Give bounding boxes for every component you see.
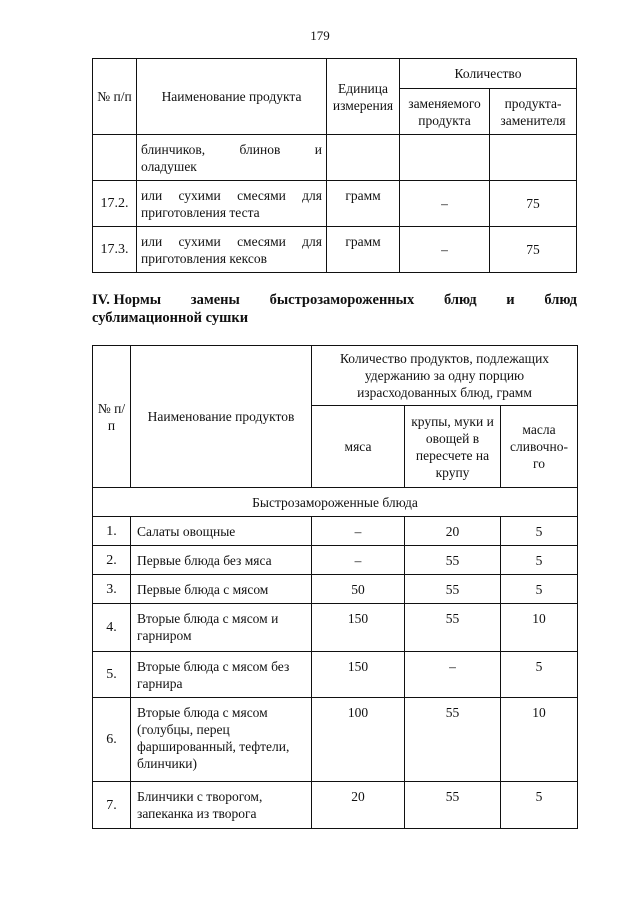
row-grain: 55 xyxy=(405,575,501,604)
row-name-line: приготовления теста xyxy=(141,205,260,220)
section-title-word: IV. Нормы xyxy=(92,292,162,308)
section-title-line2: сублимационной сушки xyxy=(92,310,249,326)
row-name xyxy=(137,135,327,181)
row-meat: – xyxy=(312,517,405,546)
header-unit: Единица измерения xyxy=(327,59,400,135)
row-name-line: приготовления кексов xyxy=(141,251,267,266)
header-meat: мяса xyxy=(312,406,405,488)
section-title-word: блюд xyxy=(443,292,477,308)
table-row xyxy=(93,181,577,227)
row-num: 2. xyxy=(93,546,131,575)
row-replaced: – xyxy=(400,181,490,227)
row-num: 4. xyxy=(93,604,131,652)
section-title xyxy=(92,291,577,327)
header-retained-quantity: Количество продуктов, подлежащих удержанию за одну порцию израсходованных блюд, грамм xyxy=(312,346,578,406)
row-num: 7. xyxy=(93,782,131,829)
table-row xyxy=(93,782,578,829)
page-number: 179 xyxy=(310,28,330,43)
row-butter: 5 xyxy=(501,652,578,698)
row-num: 1. xyxy=(93,517,131,546)
row-grain: 55 xyxy=(405,604,501,652)
header-substitute: продукта-заменителя xyxy=(490,89,577,135)
row-replaced: – xyxy=(400,227,490,273)
row-meat: 50 xyxy=(312,575,405,604)
row-name xyxy=(137,181,327,227)
row-butter: 10 xyxy=(501,698,578,782)
row-meat: – xyxy=(312,546,405,575)
row-name: Вторые блюда с мясом (голубцы, перец фаршированный, тефтели, блинчики) xyxy=(131,698,312,782)
table-row xyxy=(93,135,577,181)
frozen-dishes-table xyxy=(92,345,578,829)
row-name: Вторые блюда с мясом без гарнира xyxy=(131,652,312,698)
section-title-word: блюд xyxy=(544,292,577,308)
table-row xyxy=(93,604,578,652)
row-num xyxy=(93,135,137,181)
row-butter: 5 xyxy=(501,546,578,575)
row-grain: – xyxy=(405,652,501,698)
row-butter: 5 xyxy=(501,575,578,604)
header-grain: крупы, муки и овощей в пересчете на крупу xyxy=(405,406,501,488)
row-butter: 10 xyxy=(501,604,578,652)
row-num: 17.3. xyxy=(93,227,137,273)
row-substitute: 75 xyxy=(490,227,577,273)
table-row xyxy=(93,698,578,782)
row-substitute: 75 xyxy=(490,181,577,227)
table-row xyxy=(93,227,577,273)
row-meat: 100 xyxy=(312,698,405,782)
section-title-line1 xyxy=(92,291,577,309)
row-unit: грамм xyxy=(327,181,400,227)
header-num: № п/п xyxy=(93,346,131,488)
row-name-line: или сухими смесями для xyxy=(141,234,322,249)
row-grain: 55 xyxy=(405,698,501,782)
row-name: Салаты овощные xyxy=(131,517,312,546)
row-unit xyxy=(327,135,400,181)
row-meat: 150 xyxy=(312,604,405,652)
row-num: 3. xyxy=(93,575,131,604)
row-butter: 5 xyxy=(501,782,578,829)
row-name: Блинчики с творогом, запеканка из творога xyxy=(131,782,312,829)
section-title-word: и xyxy=(506,292,515,308)
section-title-word: замены xyxy=(190,292,240,308)
row-grain: 20 xyxy=(405,517,501,546)
row-meat: 150 xyxy=(312,652,405,698)
row-name-line: блинчиков, блинов и xyxy=(141,142,322,157)
header-num: № п/п xyxy=(93,59,137,135)
row-name xyxy=(137,227,327,273)
row-name-line: или сухими смесями для xyxy=(141,188,322,203)
row-substitute xyxy=(490,135,577,181)
row-meat: 20 xyxy=(312,782,405,829)
table-row xyxy=(93,575,578,604)
header-quantity: Количество xyxy=(400,59,577,89)
substitution-table xyxy=(92,58,577,273)
row-butter: 5 xyxy=(501,517,578,546)
row-grain: 55 xyxy=(405,782,501,829)
table-row xyxy=(93,546,578,575)
row-num: 6. xyxy=(93,698,131,782)
header-product-names: Наименование продуктов xyxy=(131,346,312,488)
row-num: 17.2. xyxy=(93,181,137,227)
header-replaced: заменяемого продукта xyxy=(400,89,490,135)
row-name: Вторые блюда с мясом и гарниром xyxy=(131,604,312,652)
row-grain: 55 xyxy=(405,546,501,575)
header-butter: масла сливочно-го xyxy=(501,406,578,488)
row-replaced xyxy=(400,135,490,181)
table-row xyxy=(93,652,578,698)
row-name: Первые блюда с мясом xyxy=(131,575,312,604)
section-label: Быстрозамороженные блюда xyxy=(93,488,578,517)
section-title-word: быстрозамороженных xyxy=(269,292,415,308)
row-name: Первые блюда без мяса xyxy=(131,546,312,575)
row-num: 5. xyxy=(93,652,131,698)
header-product-name: Наименование продукта xyxy=(137,59,327,135)
table-row xyxy=(93,517,578,546)
row-unit: грамм xyxy=(327,227,400,273)
row-name-line: оладушек xyxy=(141,159,197,174)
